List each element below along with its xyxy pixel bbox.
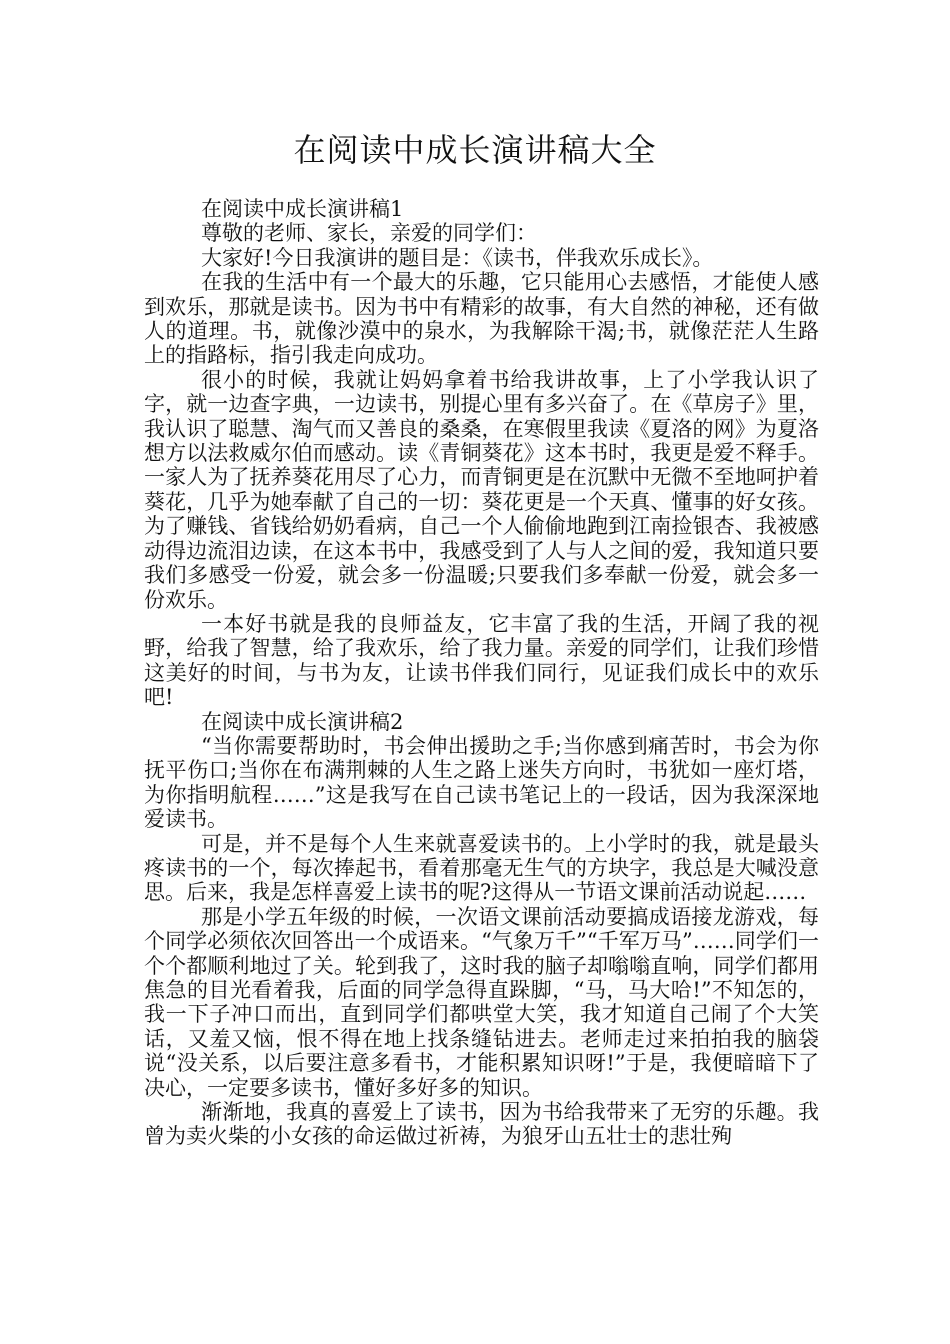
section-heading-2: 在阅读中成长演讲稿2: [201, 709, 404, 734]
paragraph: 在我的生活中有一个最大的乐趣，它只能用心去感悟，才能使人感到欢乐，那就是读书。因为书中有精彩的故事，有大自然的神秘，还有做人的道理。书，就像沙漠中的泉水，为我解除干渴;书，就像茫茫人生路上的指路标，指引我走向成功。: [144, 270, 819, 368]
paragraph: 渐渐地，我真的喜爱上了读书，因为书给我带来了无穷的乐趣。我曾为卖火柴的小女孩的命运做过祈祷，为狼牙山五壮士的悲壮殉: [144, 1100, 819, 1149]
paragraph: 可是，并不是每个人生来就喜爱读书的。上小学时的我，就是最头疼读书的一个，每次捧起书，看着那毫无生气的方块字，我总是大喊没意思。后来，我是怎样喜爱上读书的呢?这得从一节语文课前活动说起……: [144, 831, 819, 905]
section-heading-1: 在阅读中成长演讲稿1: [201, 197, 404, 221]
paragraph: “当你需要帮助时，书会伸出援助之手;当你感到痛苦时，书会为你抚平伤口;当你在布满荆棘的人生之路上迷失方向时，书犹如一座灯塔，为你指明航程……”这是我写在自己读书笔记上的一段话，因为我深深地爱读书。: [144, 733, 819, 832]
paragraph: 那是小学五年级的时候，一次语文课前活动要搞成语接龙游戏，每个同学必须依次回答出一个成语来。“气象万千”“千军万马”……同学们一个个都顺利地过了关。轮到我了，这时我的脑子却嗡嗡直响，同学们都用焦急的目光看着我，后面的同学急得直跺脚，“马，马大哈!”不知怎的，我一下子冲口而出，直到同学们都哄堂大笑，我才知道自己闹了个大笑话，又羞又恼，恨不得在地上找条缝钻进去。老师走过来拍拍我的脑袋说“没关系，以后要注意多看书，才能积累知识呀!”于是，我便暗暗下了决心，一定要多读书，懂好多好多的知识。: [144, 904, 819, 1100]
salutation: 尊敬的老师、家长，亲爱的同学们：: [201, 221, 537, 246]
paragraph: 很小的时候，我就让妈妈拿着书给我讲故事，上了小学我认识了字，就一边查字典，一边读书，别提心里有多兴奋了。在《草房子》里，我认识了聪慧、淘气而又善良的桑桑，在寒假里我读《夏洛的网》为夏洛想方以法救威尔伯而感动。读《青铜葵花》这本书时，我更是爱不释手。一家人为了抚养葵花用尽了心力，而青铜更是在沉默中无微不至地呵护着葵花，几乎为她奉献了自己的一切：葵花更是一个天真、懂事的好女孩。为了赚钱、省钱给奶奶看病，自己一个人偷偷地跑到江南捡银杏、我被感动得边流泪边读，在这本书中，我感受到了人与人之间的爱，我知道只要我们多感受一份爱，就会多一份温暖;只要我们多奉献一份爱，就会多一份欢乐。: [144, 367, 819, 612]
document-title: 在阅读中成长演讲稿大全: [293, 131, 657, 169]
document-body: [144, 197, 819, 1149]
paragraph-greeting: 大家好!今日我演讲的题目是：《读书，伴我欢乐成长》。: [201, 245, 714, 270]
paragraph: 一本好书就是我的良师益友，它丰富了我的生活，开阔了我的视野，给我了智慧，给了我欢乐，给了我力量。亲爱的同学们，让我们珍惜这美好的时间，与书为友，让读书伴我们同行，见证我们成长中的欢乐吧!: [144, 611, 819, 710]
